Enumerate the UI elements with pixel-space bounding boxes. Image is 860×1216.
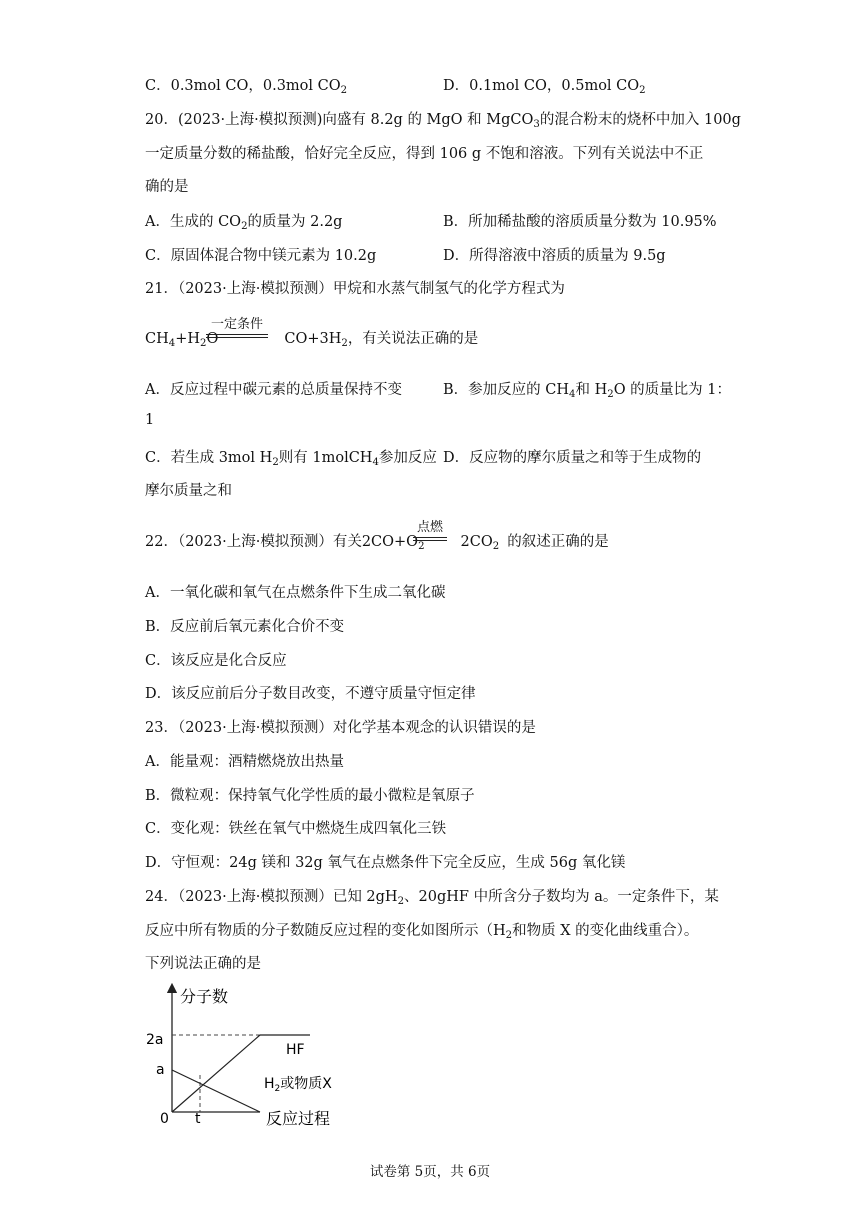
q23-stem-line1: 23．（2023·上海·模拟预测）对化学基本观念的认识错误的是 — [145, 720, 536, 736]
q22-equation-double-bar — [413, 537, 447, 541]
q20-stem-line2: 一定质量分数的稀盐酸，恰好完全反应，得到 106 g 不饱和溶液。下列有关说法中不正 — [145, 146, 704, 162]
q21-option-b-wrap: 1 — [145, 412, 155, 428]
hf-curve-rise — [172, 1035, 260, 1112]
q20-option-b: B．所加稀盐酸的溶质质量分数为 10.95% — [443, 214, 717, 230]
q19-option-c: C．0.3mol CO，0.3mol $CO_2$ — [145, 78, 348, 96]
q24-stem-line1: 24．（2023·上海·模拟预测）已知 $2gH_2$、20gHF 中所含分子数均为 a。一定条件下，某 — [145, 889, 719, 907]
molecule-count-graph — [140, 982, 380, 1132]
q21-equation-condition: 一定条件 — [210, 317, 263, 332]
h2-curve — [172, 1070, 260, 1112]
q23-option-a: A．能量观：酒精燃烧放出热量 — [145, 754, 344, 770]
q22-option-a: A．一氧化碳和氧气在点燃条件下生成二氧化碳 — [145, 585, 446, 601]
q20-option-d: D．所得溶液中溶质的质量为 9.5g — [443, 248, 666, 264]
q22-option-c: C．该反应是化合反应 — [145, 653, 287, 669]
tick-a: a — [156, 1062, 165, 1078]
q22-stem-line1: 22．（2023·上海·模拟预测）有关$2CO+O_2$ $2CO_2$ 的叙述正确的是 — [145, 534, 609, 552]
q21-option-c: C．若生成 3mol $H_2$则有 1molCH$_4$参加反应 — [145, 450, 437, 468]
q22-equation-condition: 点燃 — [416, 520, 443, 535]
q21-option-d-wrap: 摩尔质量之和 — [145, 483, 232, 499]
y-axis-label: 分子数 — [180, 987, 229, 1006]
tick-2a: 2a — [146, 1032, 164, 1048]
q21-equation-double-bar — [206, 334, 268, 338]
q24-stem-line2: 反应中所有物质的分子数随反应过程的变化如图所示（$H_2$和物质 X 的变化曲线重合）。 — [145, 923, 699, 941]
tick-t: t — [195, 1111, 201, 1127]
hf-label: HF — [286, 1042, 305, 1058]
q20-option-a: A．生成的 $CO_2$的质量为 2.2g — [145, 214, 343, 232]
q21-equation: $CH_4+H_2O$ $CO+3H_2$，有关说法正确的是 — [145, 331, 479, 349]
q20-stem-line3: 确的是 — [145, 179, 189, 195]
q21-option-a: A．反应过程中碳元素的总质量保持不变 — [145, 382, 402, 398]
tick-0: 0 — [160, 1111, 169, 1127]
h2-label: $H_2$或物质X — [264, 1076, 332, 1094]
q23-option-b: B．微粒观：保持氧气化学性质的最小微粒是氧原子 — [145, 788, 475, 804]
x-axis-label: 反应过程 — [266, 1109, 331, 1128]
q22-option-d: D．该反应前后分子数目改变，不遵守质量守恒定律 — [145, 686, 476, 702]
q23-option-d: D．守恒观：24g 镁和 32g 氧气在点燃条件下完全反应，生成 56g 氧化镁 — [145, 855, 626, 871]
q19-option-d: D．0.1mol CO，0.5mol $CO_2$ — [443, 78, 646, 96]
q20-stem-line1: 20．(2023·上海·模拟预测)向盛有 8.2g 的 MgO 和 MgCO$_3$的混合粉末的烧杯中加入 100g — [145, 112, 741, 130]
q21-option-d: D．反应物的摩尔质量之和等于生成物的 — [443, 450, 702, 466]
q21-option-b: B．参加反应的 $CH_4$和 $H_2O$ 的质量比为 1： — [443, 382, 732, 400]
q20-option-c: C．原固体混合物中镁元素为 10.2g — [145, 248, 377, 264]
q21-stem-line1: 21．（2023·上海·模拟预测）甲烷和水蒸气制氢气的化学方程式为 — [145, 281, 565, 297]
page-footer: 试卷第 5页，共 6页 — [369, 1164, 491, 1180]
q22-option-b: B．反应前后氧元素化合价不变 — [145, 619, 345, 635]
q23-option-c: C．变化观：铁丝在氧气中燃烧生成四氧化三铁 — [145, 821, 447, 837]
q24-stem-line3: 下列说法正确的是 — [145, 956, 261, 972]
